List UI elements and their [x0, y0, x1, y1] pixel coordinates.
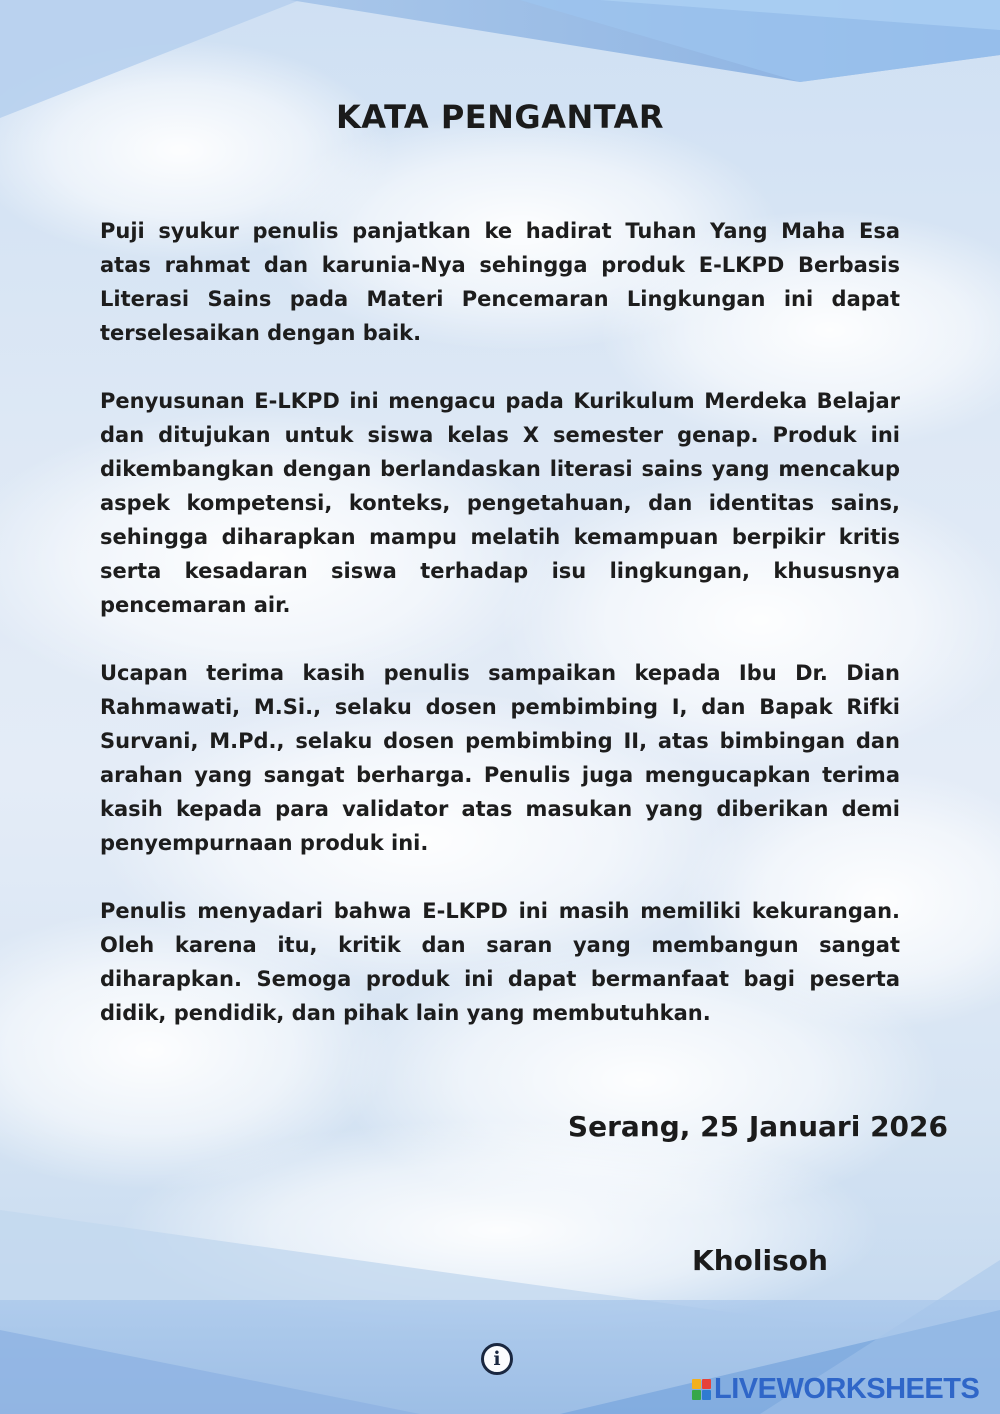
- info-icon: i: [493, 1348, 501, 1370]
- logo-square: [692, 1390, 701, 1400]
- paragraph-acknowledgement: Ucapan terima kasih penulis sampaikan kepada Ibu Dr. Dian Rahmawati, M.Si., selaku dosen pembimbing I, dan Bapak Rifki Survani, M.Pd., selaku dosen pembimbing II, atas bimbingan dan arahan yang sangat berharga. Penulis juga mengucapkan terima kasih kepada para validator atas masukan yang diberikan demi penyempurnaan produk ini.: [100, 661, 900, 855]
- brand-text: LIVEWORKSHEETS: [714, 1372, 980, 1405]
- place-and-date: Serang, 25 Januari 2026: [567, 1110, 948, 1143]
- paragraph-gratitude: Puji syukur penulis panjatkan ke hadirat Tuhan Yang Maha Esa atas rahmat dan karunia-Nya sehingga produk E-LKPD Berbasis Literasi Sains pada Materi Pencemaran Lingkungan ini dapat terselesaikan dengan baik.: [100, 219, 900, 345]
- liveworksheets-brand[interactable]: [692, 1374, 979, 1404]
- paragraph-closing: Penulis menyadari bahwa E-LKPD ini masih memiliki kekurangan. Oleh karena itu, kritik dan saran yang membangun sangat diharapkan. Semoga produk ini dapat bermanfaat bagi peserta didik, pendidik, dan pihak lain yang membutuhkan.: [100, 899, 900, 1025]
- author-name: Kholisoh: [692, 1244, 828, 1277]
- page-title: KATA PENGANTAR: [336, 98, 664, 136]
- info-button[interactable]: [481, 1343, 513, 1375]
- liveworksheets-logo-icon: [692, 1379, 711, 1400]
- logo-square: [692, 1379, 701, 1389]
- paragraph-curriculum: Penyusunan E-LKPD ini mengacu pada Kurikulum Merdeka Belajar dan ditujukan untuk siswa kelas X semester genap. Produk ini dikembangkan dengan berlandaskan literasi sains yang mencakup aspek kompetensi, konteks, pengetahuan, dan identitas sains, sehingga diharapkan mampu melatih kemampuan berpikir kritis serta kesadaran siswa terhadap isu lingkungan, khususnya pencemaran air.: [100, 389, 900, 617]
- logo-square: [702, 1379, 711, 1389]
- logo-square: [702, 1390, 711, 1400]
